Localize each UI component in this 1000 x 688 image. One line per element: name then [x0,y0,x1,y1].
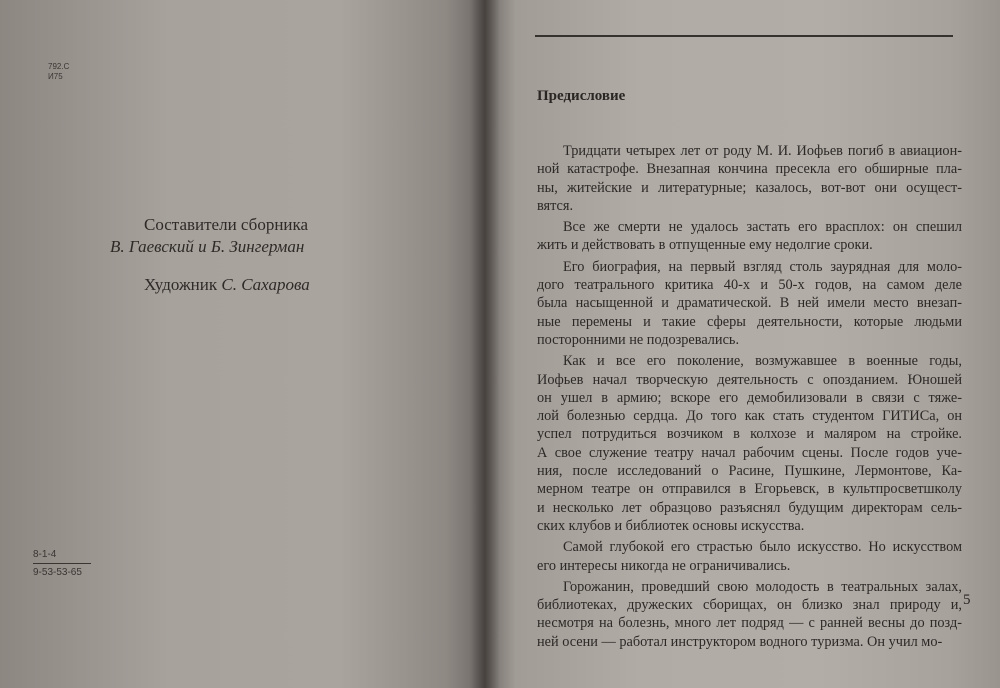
text-line: библиотеках, дружеских сборищах, он близко знал природу и, [537,597,962,614]
text-line: несмотря на болезнь, много лет подряд — с ранней весны до позд- [537,615,962,632]
imprint-code [33,548,91,580]
author-mark: И75 [48,72,63,81]
text-line: лой болезнью сердца. До того как стать студентом ГИТИСа, он [537,408,962,425]
artist-label: Художник [144,275,218,294]
compilers-label: Составители сборника [144,215,309,234]
text-line: ния, после исследований о Расине, Пушкине, Лермонтове, Ка- [537,463,962,480]
artist-name: С. Сахарова [221,275,310,294]
text-line: успел потрудиться возчиком в колхозе и маляром на стройке. [537,426,962,443]
paragraph [537,218,962,255]
text-line: Как и все его поколение, возмужавшее в военные годы, [563,353,962,370]
paragraph [537,258,962,349]
text-line: его интересы никогда не ограничивались. [537,557,791,574]
library-classification [48,62,69,82]
text-line: ней осени — работал инструктором водного туризма. Он учил мо- [537,633,943,650]
text-line: была насыщенной и драматической. В ней имели место внезап- [537,295,962,312]
header-rule [535,35,953,37]
text-line: мерном театре он отправился в Егорьевск, в культпросветшколу [537,481,962,498]
artist-credit [110,274,370,296]
text-line: ные перемены и такие сферы деятельности, которые людьми [537,313,962,330]
paragraph [537,538,962,575]
page-number: 5 [963,592,971,608]
text-line: и несколько лет образцово разъяснял будущим директорам сель- [537,499,962,516]
left-page [0,0,485,688]
text-line: Все же смерти не удалось застать его врасплох: он спешил [563,219,962,236]
text-line: Горожанин, проведший свою молодость в театральных залах, [563,578,962,595]
text-line: он ушел в армию; вскоре его демобилизовали в связи с тяже- [537,389,962,406]
imprint-bottom: 9-53-53-65 [33,567,82,578]
text-line: Его биография, на первый взгляд столь заурядная для моло- [563,258,962,275]
imprint-top: 8-1-4 [33,549,57,560]
credits-block [110,214,370,296]
classification-code: 792.С [48,62,70,71]
section-title: Предисловие [537,88,626,104]
paragraph [537,142,962,215]
text-line: А свое служение театру начал рабочим сцены. После годов уче- [537,444,962,461]
text-line: дого театрального критика 40-х и 50-х годов, на самом деле [537,277,962,294]
text-line: ной катастрофе. Внезапная кончина пресекла его обширные пла- [537,161,962,178]
preface-text [537,142,962,654]
text-line: посторонними не подозревались. [537,331,740,348]
text-line: Иофьев начал творческую деятельность с опозданием. Юношей [537,371,962,388]
text-line: жить и действовать в отпущенные ему недолгие сроки. [537,237,873,254]
text-line: ских клубов и библиотек основы искусства. [537,517,805,534]
book-gutter [470,0,500,688]
text-line: вятся. [537,197,574,214]
compilers-names: В. Гаевский и Б. Зингерман [110,237,305,256]
text-line: Самой глубокой его страстью было искусство. Но искусством [563,539,962,556]
text-line: ны, житейские и литературные; казалось, вот-вот они осущест- [537,179,962,196]
paragraph [537,578,962,651]
imprint-rule [33,563,91,564]
text-line: Тридцати четырех лет от роду М. И. Иофьев погиб в авиацион- [563,143,962,159]
paragraph [537,352,962,535]
